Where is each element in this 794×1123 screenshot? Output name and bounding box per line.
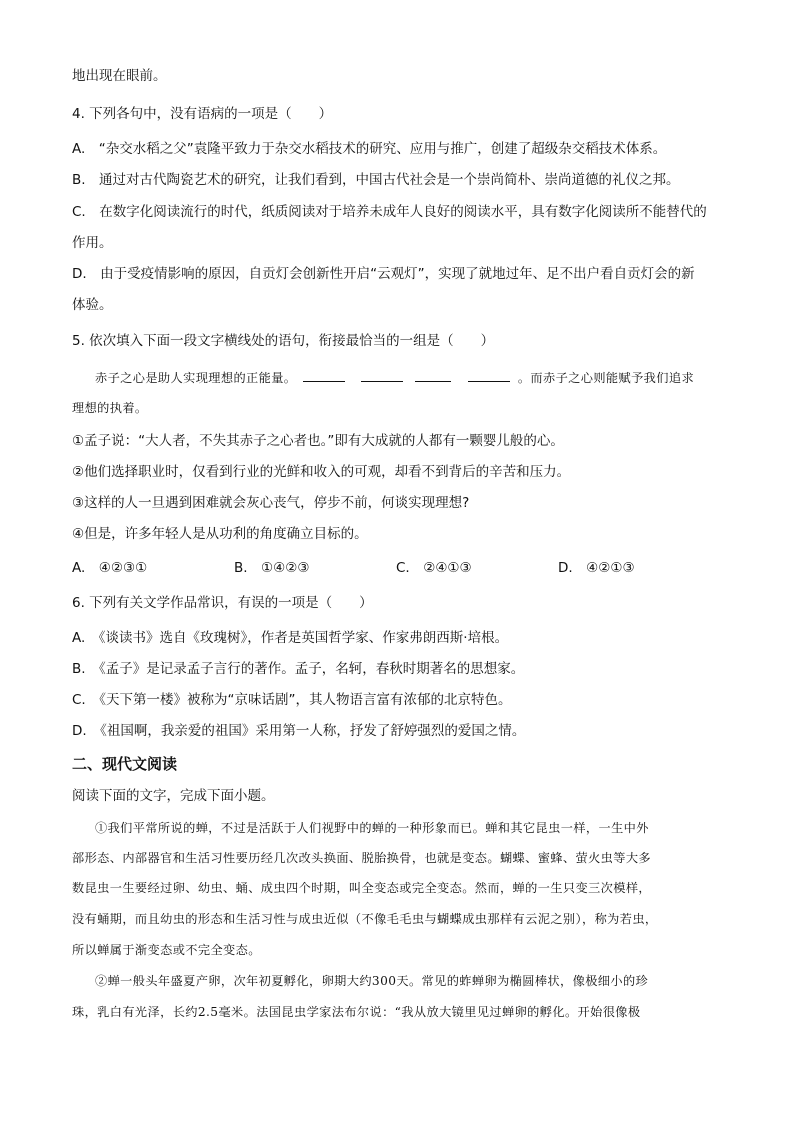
question-4-option-d-cont: 体验。 (72, 297, 113, 313)
passage-paragraph-1-line-3: 数昆虫一生要经过卵、幼虫、蛹、成虫四个时期，叫全变态或完全变态。然而，蝉的一生只变三次模样， (72, 881, 652, 895)
passage-paragraph-1-line-4: 没有蛹期，而且幼虫的形态和生活习性与成虫近似（不像毛毛虫与蝴蝶成虫那样有云泥之别），称为若虫， (72, 912, 658, 926)
question-5-sentence-3: ③这样的人一旦遇到困难就会灰心丧气，停步不前，何谈实现理想? (72, 495, 470, 511)
question-6-option-d: D. 《祖国啊，我亲爱的祖国》采用第一人称，抒发了舒婷强烈的爱国之情。 (72, 723, 526, 739)
question-4-stem: 4. 下列各句中，没有语病的一项是（ ） (72, 106, 333, 122)
passage-paragraph-1-line-1: ①我们平常所说的蝉，不过是活跃于人们视野中的蝉的一种形象而已。蝉和其它昆虫一样，一生中外 (95, 821, 649, 835)
passage-paragraph-2-line-1: ②蝉一般头年盛夏产卵，次年初夏孵化，卵期大约300天。常见的蚱蝉卵为椭圆棒状，像极细小的珍 (95, 974, 649, 988)
passage-text-start: 赤子之心是助人实现理想的正能量。 (95, 371, 297, 385)
blank-4 (468, 369, 510, 382)
question-5-sentence-4: ④但是，许多年轻人是从功利的角度确立目标的。 (72, 526, 368, 542)
question-5-sentence-2: ②他们选择职业时，仅看到行业的光鲜和收入的可观，却看不到背后的辛苦和压力。 (72, 464, 571, 480)
question-5-option-b: B. ①④②③ (234, 560, 310, 576)
question-4-option-c: C. 在数字化阅读流行的时代，纸质阅读对于培养未成年人良好的阅读水平，具有数字化阅读所不能替代的 (72, 204, 707, 220)
question-5-stem: 5. 依次填入下面一段文字横线处的语句，衔接最恰当的一组是（ ） (72, 333, 495, 349)
blank-2 (361, 369, 403, 382)
question-4-option-b: B. 通过对古代陶瓷艺术的研究，让我们看到，中国古代社会是一个崇尚简朴、崇尚道德的礼仪之邦。 (72, 172, 680, 188)
question-5-passage-line-1 (95, 368, 694, 388)
question-6-stem: 6. 下列有关文学作品常识，有误的一项是（ ） (72, 595, 373, 611)
question-5-option-c: C. ②④①③ (396, 560, 472, 576)
text-line-continuation: 地出现在眼前。 (72, 68, 167, 84)
passage-paragraph-1-line-5: 所以蝉属于渐变态或不完全变态。 (72, 943, 261, 957)
passage-paragraph-2-line-2: 珠，乳白有光泽，长约2.5毫米。法国昆虫学家法布尔说：“我从放大镜里见过蝉卵的孵化。开始很像极 (72, 1005, 641, 1019)
reading-instruction: 阅读下面的文字，完成下面小题。 (72, 788, 275, 804)
question-4-option-c-cont: 作用。 (72, 235, 113, 251)
section-heading-reading: 二、现代文阅读 (72, 755, 178, 773)
blank-1 (303, 369, 345, 382)
question-6-option-b: B. 《孟子》是记录孟子言行的著作。孟子，名轲，春秋时期著名的思想家。 (72, 661, 525, 677)
question-5-option-a: A. ④②③① (72, 560, 148, 576)
passage-paragraph-1-line-2: 部形态、内部器官和生活习性要历经几次改头换面、脱胎换骨，也就是变态。蝴蝶、蜜蜂、萤火虫等大多 (72, 851, 652, 865)
question-6-option-a: A. 《谈读书》选自《玫瑰树》，作者是英国哲学家、作家弗朗西斯·培根。 (72, 630, 509, 646)
blank-3 (415, 369, 451, 382)
passage-text-end: 。而赤子之心则能赋予我们追求 (517, 371, 695, 385)
question-6-option-c: C. 《天下第一楼》被称为“京味话剧”，其人物语言富有浓郁的北京特色。 (72, 692, 512, 708)
question-4-option-a: A. “杂交水稻之父”袁隆平致力于杂交水稻技术的研究、应用与推广，创建了超级杂交稻技术体系。 (72, 141, 667, 157)
question-4-option-d: D. 由于受疫情影响的原因，自贡灯会创新性开启“云观灯”，实现了就地过年、足不出户看自贡灯会的新 (72, 266, 695, 282)
question-5-passage-line-2: 理想的执着。 (72, 401, 148, 415)
question-5-sentence-1: ①孟子说：“大人者，不失其赤子之心者也。”即有大成就的人都有一颗婴儿般的心。 (72, 433, 564, 449)
question-5-option-d: D. ④②①③ (558, 560, 635, 576)
